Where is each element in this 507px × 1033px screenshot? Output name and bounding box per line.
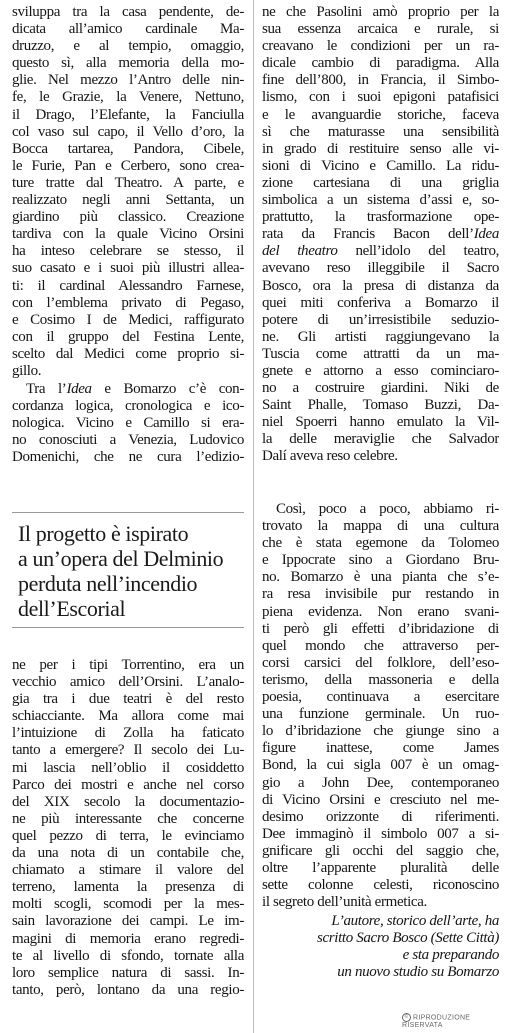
text-line: [262, 431, 499, 448]
text-line: ture tratte dal Theatro. A parte, e: [12, 174, 244, 191]
text-run: cordanza logica, cronologica e ico-: [12, 398, 244, 415]
text-line: gio a John Dee, contemporaneo: [262, 774, 499, 791]
text-line: con l’emblema privato di Pegaso,: [12, 294, 244, 311]
text-line: te al livello di sfondo, tornate alla: [12, 947, 244, 964]
text-line: [12, 449, 244, 466]
left-paragraph-2: [12, 381, 244, 466]
text-line: scritto Sacro Bosco (Sette Città): [316, 930, 499, 947]
text-line: loro semplice natura di sassi. In-: [12, 964, 244, 981]
text-line: [262, 55, 499, 72]
text-line: [262, 192, 499, 209]
text-run: ne. Gli artisti raggiungevano la: [262, 328, 499, 345]
text-line: tanto a emergere? Il secolo dei Lu-: [12, 742, 244, 759]
text-line: quel mondo che attraverso per-: [262, 637, 499, 654]
text-line: il Drago, l’Elefante, la Fanciulla: [12, 106, 244, 123]
text-line: [12, 415, 244, 432]
text-line: molti scogli, scomodi per la mes-: [12, 896, 244, 913]
text-line: ne per i tipi Torrentino, era un: [12, 657, 244, 673]
text-line: schiacciante. Ma allora come mai: [12, 708, 244, 725]
text-run: creavano le condizioni per un ra-: [262, 38, 499, 55]
text-line: terreno, lamenta la presenza di: [12, 879, 244, 896]
text-line: piena evidenza. Non erano svani-: [262, 603, 499, 620]
text-line: trovato la mappa di una cultura: [262, 518, 499, 535]
text-line: [262, 124, 499, 141]
text-line: di Vicino Orsini e cresciuto nel me-: [262, 791, 499, 808]
text-line: scelto dal Medici come proprio si-: [12, 345, 244, 362]
text-line: [262, 414, 499, 431]
text-line: fe, le Grazie, la Venere, Nettuno,: [12, 89, 244, 106]
text-run: niel Spoerri hanno emulato la Vil-: [262, 414, 499, 431]
text-run: e le avanguardie storiche, faceva: [262, 106, 499, 123]
text-run: simbolica a un sistema d’assi e, so-: [262, 192, 499, 209]
text-line: [12, 432, 244, 449]
text-run: Bosco, ora la presa di distanza da: [262, 277, 499, 294]
text-line: [262, 4, 499, 21]
text-line: gnificare gli occhi del saggio che,: [262, 842, 499, 859]
text-run: Domenichi, che ne cura l’edizio-: [12, 449, 244, 466]
text-run: ne che Pasolini amò proprio per la: [262, 4, 499, 20]
italic-title: Idea: [473, 226, 499, 243]
text-line: il segreto dell’unità ermetica.: [262, 894, 427, 911]
text-line: che è stata egemone da Tolomeo: [262, 535, 499, 552]
italic-title: Idea: [66, 381, 92, 397]
text-line: [262, 175, 499, 192]
text-line: magini di memoria erano regredi-: [12, 930, 244, 947]
text-run: avevano reso illeggibile il Sacro: [262, 260, 499, 277]
text-line: mi lascia nell’oblio il cosiddetto: [12, 759, 244, 776]
text-line: Bond, la cui sigla 007 è un omag-: [262, 757, 499, 774]
text-line: [262, 295, 499, 312]
text-line: sviluppa tra la casa pendente, de-: [12, 4, 244, 20]
text-line: [262, 158, 499, 175]
text-line: [12, 381, 244, 398]
text-line: [262, 363, 499, 380]
text-run: quei miti conferiva a Bomarzo il: [262, 294, 499, 311]
text-line: con il gruppo del Festina Lente,: [12, 328, 244, 345]
text-line: [262, 38, 499, 55]
text-line: [262, 346, 499, 363]
text-line: [262, 226, 499, 243]
text-line: un nuovo studio su Bomarzo: [337, 964, 499, 981]
text-line: no. Bomarzo è una pianta che s’e-: [262, 569, 499, 586]
text-line: del XIX secolo la documentazio-: [12, 793, 244, 810]
text-run: zione cartesiana di una griglia: [262, 174, 499, 191]
text-run: sioni di Vicino e Camillo. La ridu-: [262, 157, 499, 174]
pull-quote-line: a un’opera del Delminio: [18, 546, 224, 571]
copyright-text: RIPRODUZIONE RISERVATA: [402, 1014, 471, 1029]
text-line: e Ippocrate sino a Giordano Bru-: [262, 552, 499, 569]
text-line: [262, 107, 499, 124]
text-line: gia tra i due teatri è del resto: [12, 691, 244, 708]
copyright-icon: ©: [402, 1013, 411, 1022]
text-run: prattutto, la trasformazione ope-: [262, 209, 499, 226]
text-line: ha inteso celebrare se stesso, il: [12, 243, 244, 260]
text-run: Tra l’: [26, 381, 67, 397]
text-run: no conosciuti a Venezia, Ludovico: [12, 432, 244, 449]
italic-title: del theatro: [262, 243, 338, 260]
text-run: Dalí aveva reso celebre.: [262, 448, 398, 465]
text-line: [262, 312, 499, 329]
left-paragraph-1: [12, 4, 244, 380]
left-paragraph-3: [12, 657, 244, 999]
text-line: una funzione germinale. Un ruo-: [262, 706, 499, 723]
text-run: lismo, con i suoi epigoni patafisici: [262, 89, 499, 106]
text-run: no a costruire giardini. Niki de: [262, 380, 499, 397]
text-line: ti: il cardinal Alessandro Farnese,: [12, 277, 244, 294]
text-line: L’autore, storico dell’arte, ha: [331, 913, 499, 929]
text-run: fine dell’800, in Francia, il Simbo-: [262, 72, 499, 89]
text-line: gillo.: [12, 362, 42, 379]
text-line: Dee immaginò il simbolo 007 a si-: [262, 825, 499, 842]
text-run: sì che maturasse una sensibilità: [262, 123, 499, 140]
text-line: e sta preparando: [402, 947, 499, 964]
text-line: giardino più classico. Creazione: [12, 209, 244, 226]
copyright-notice: [402, 1013, 499, 1029]
text-line: Parco dei mostri e anche nel corso: [12, 776, 244, 793]
text-line: da una nota di un contabile che,: [12, 845, 244, 862]
column-divider: [253, 0, 254, 1033]
text-run: nell’idolo del teatro,: [337, 243, 499, 260]
text-line: [262, 141, 499, 158]
left-column: [12, 0, 244, 1033]
text-run: dicale cambio di paradigma. Alla: [262, 55, 499, 72]
pull-quote-line: perduta nell’incendio: [18, 571, 198, 596]
text-run: e Bomarzo c’è con-: [91, 381, 244, 397]
text-line: sette colonne celesti, riconoscino: [262, 877, 499, 894]
text-run: potere di un’irresistibile seduzio-: [262, 311, 499, 328]
text-line: [262, 329, 499, 346]
text-line: [262, 260, 499, 277]
text-line: [262, 278, 499, 295]
text-line: lo d’ibridazione che giunge sino a: [262, 723, 499, 740]
text-line: poesia, continuava a esercitare: [262, 689, 499, 706]
text-line: realizzato negli anni Settanta, un: [12, 192, 244, 209]
text-line: dicata all’amico cardinale Ma-: [12, 21, 244, 38]
right-column: [262, 0, 499, 1033]
text-line: e Cosimo I de Medici, raffigurato: [12, 311, 244, 328]
pull-quote: [12, 512, 244, 628]
text-line: Così, poco a poco, abbiamo ri-: [276, 501, 499, 517]
text-run: Saint Phalle, Tomaso Buzzi, Da-: [262, 397, 499, 414]
text-line: [262, 89, 499, 106]
text-line: [262, 243, 499, 260]
text-line: glie. Nel mezzo l’Antro delle nin-: [12, 72, 244, 89]
text-run: gnete e attorno a esso cominciaro-: [262, 362, 499, 379]
text-line: quel pezzo di terra, le evinciamo: [12, 827, 244, 844]
pull-quote-line: dell’Escorial: [18, 596, 126, 621]
text-line: questo sì, alla memoria della mo-: [12, 55, 244, 72]
text-run: la delle meraviglie che Salvador: [262, 431, 499, 448]
text-line: l’intuizione di Zolla ha faticato: [12, 725, 244, 742]
text-line: oltre l’apparente pluralità delle: [262, 859, 499, 876]
text-run: nologica. Vicino e Camillo si era-: [12, 415, 244, 432]
text-run: rata da Francis Bacon dell’: [262, 226, 474, 243]
text-line: le Furie, Pan e Cerbero, sono crea-: [12, 157, 244, 174]
text-run: Tuscia come attratti da un ma-: [262, 345, 499, 362]
text-run: in grado di restituire senso alle vi-: [262, 140, 499, 157]
text-line: suo casato e i suoi più illustri allea-: [12, 260, 244, 277]
text-line: [262, 21, 499, 38]
text-line: chiamato a stimare il valore del: [12, 862, 244, 879]
text-line: terismo, della massoneria e della: [262, 671, 499, 688]
text-line: ti però gli effetti d’ibridazione di: [262, 620, 499, 637]
text-line: col vaso sul capo, il Vello d’oro, la: [12, 123, 244, 140]
text-line: Bocca tartarea, Pandora, Cibele,: [12, 140, 244, 157]
text-line: [262, 72, 499, 89]
text-line: tardiva con la quale Vicino Orsini: [12, 226, 244, 243]
text-line: [262, 380, 499, 397]
text-line: desimo orizzonte di riferimenti.: [262, 808, 499, 825]
text-line: [262, 397, 499, 414]
text-line: ne più interessante che concerne: [12, 810, 244, 827]
author-note: [262, 913, 499, 981]
text-line: tanto, però, lontano da una regio-: [12, 981, 244, 998]
text-line: sain lavorazione dei campi. Le im-: [12, 913, 244, 930]
text-line: figure inattese, come James: [262, 740, 499, 757]
text-line: ra resa invisibile pur restando in: [262, 586, 499, 603]
pull-quote-line: Il progetto è ispirato: [18, 521, 189, 546]
right-paragraph-2: [262, 501, 499, 911]
text-line: vecchio amico dell’Orsini. L’analo-: [12, 674, 244, 691]
text-line: [262, 448, 499, 465]
text-line: corsi carsici del folklore, dell’eso-: [262, 654, 499, 671]
text-line: [12, 398, 244, 415]
text-line: [262, 209, 499, 226]
right-paragraph-1: [262, 4, 499, 466]
text-run: sua essenza arcaica e rurale, si: [262, 21, 499, 38]
text-line: druzzo, e al tempio, omaggio,: [12, 38, 244, 55]
